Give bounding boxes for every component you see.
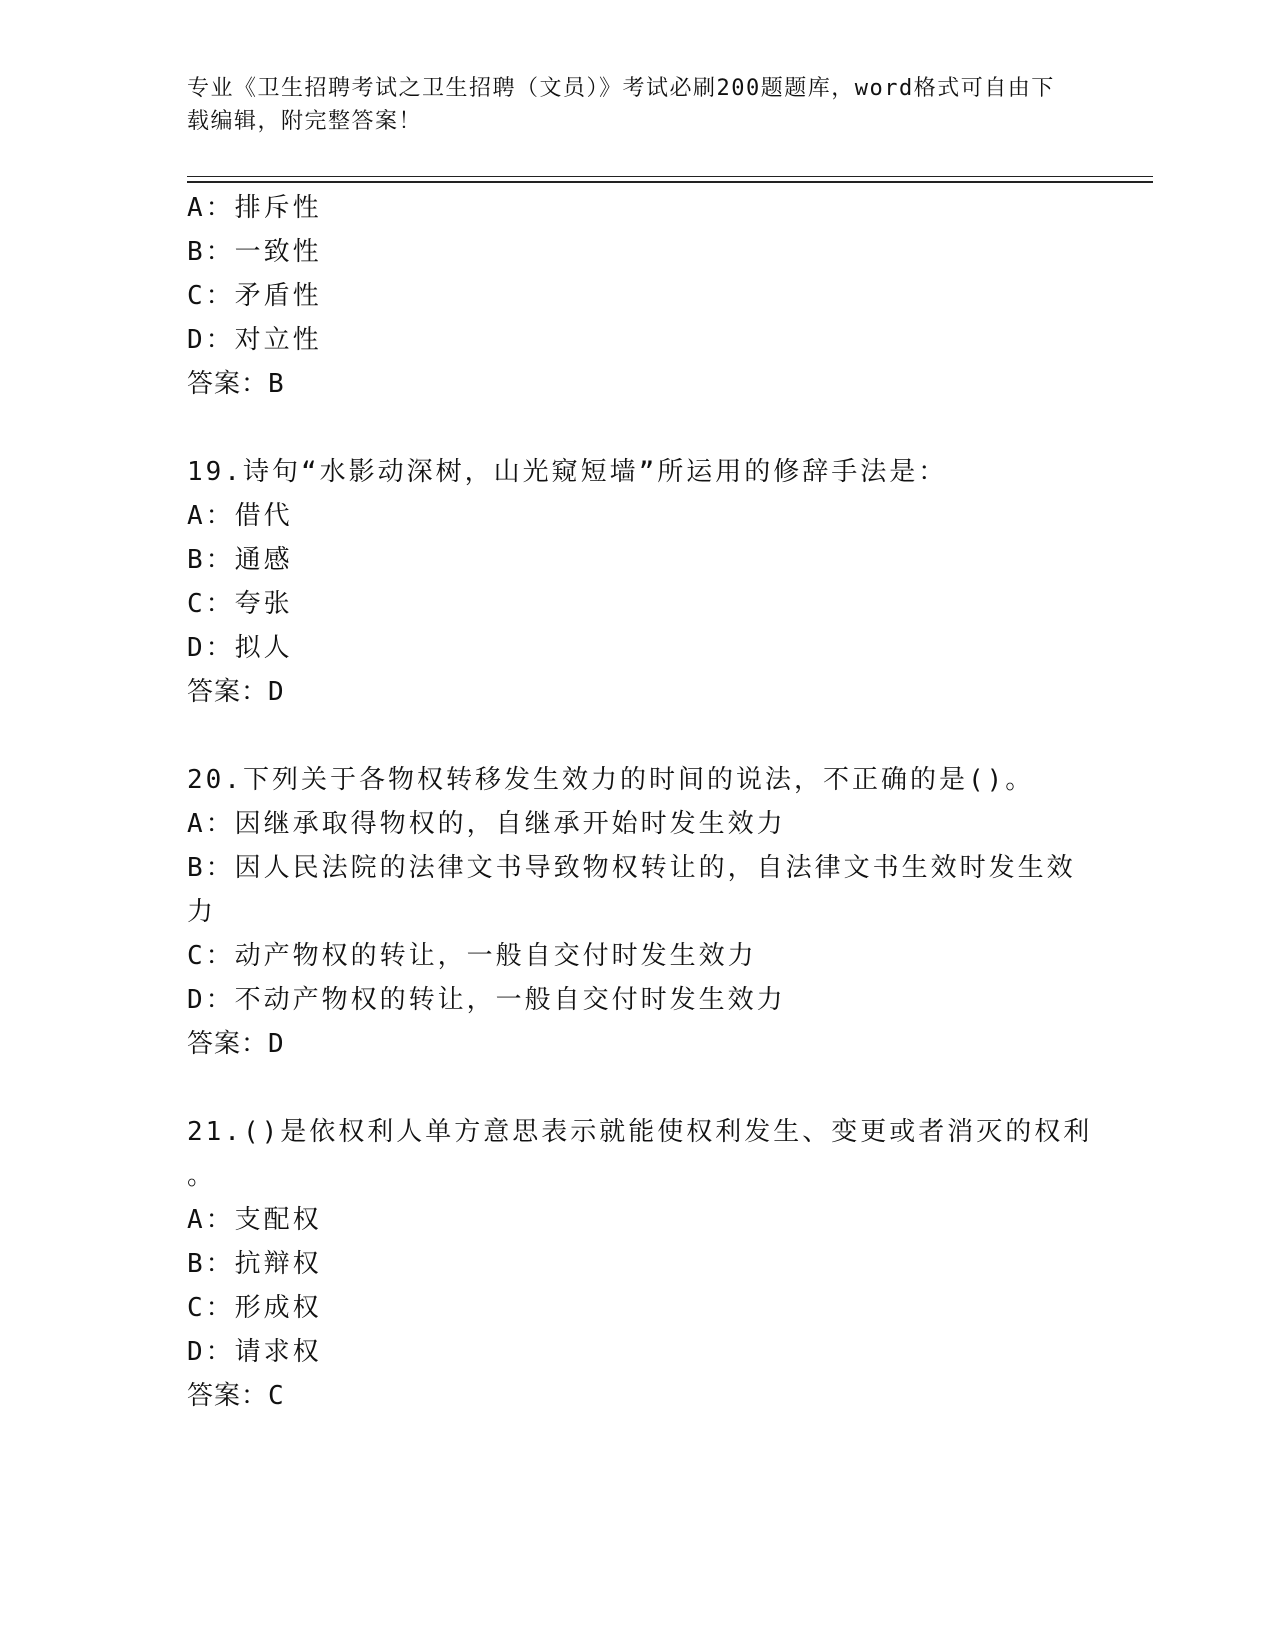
q21-answer: 答案：C [187,1381,285,1411]
q21-stem-line1: 21.()是依权利人单方意思表示就能使权利发生、变更或者消灭的权利 [187,1117,1093,1147]
q19-option-b: B：通感 [187,545,293,575]
q20-stem: 20.下列关于各物权转移发生效力的时间的说法，不正确的是()。 [187,765,1035,795]
q20-option-a: A：因继承取得物权的，自继承开始时发生效力 [187,809,786,839]
q19-option-a: A：借代 [187,501,293,531]
document-header: 专业《卫生招聘考试之卫生招聘（文员）》考试必刷200题题库，word格式可自由下载编辑，附完整答案！ [187,76,1055,134]
header-divider-thick [187,181,1153,183]
q20-option-c: C：动产物权的转让，一般自交付时发生效力 [187,941,757,971]
q19-option-d: D：拟人 [187,633,293,663]
q21-option-c: C：形成权 [187,1293,322,1323]
q18-option-d: D：对立性 [187,325,322,355]
q20-option-d: D：不动产物权的转让，一般自交付时发生效力 [187,985,786,1015]
q20-option-b-line1: B：因人民法院的法律文书导致物权转让的，自法律文书生效时发生效 [187,853,1076,883]
q21-option-d: D：请求权 [187,1337,322,1367]
q19-stem: 19.诗句“水影动深树，山光窥短墙”所运用的修辞手法是： [187,457,948,487]
q19-answer: 答案：D [187,677,285,707]
q18-option-c: C：矛盾性 [187,281,322,311]
q21-stem-line2: 。 [187,1161,217,1191]
q18-option-a: A：排斥性 [187,193,322,223]
q20-option-b-line2: 力 [187,897,217,927]
q19-option-c: C：夸张 [187,589,293,619]
q21-option-a: A：支配权 [187,1205,322,1235]
header-divider-thin [187,176,1153,177]
q21-option-b: B：抗辩权 [187,1249,322,1279]
q18-answer: 答案：B [187,369,285,399]
q18-option-b: B：一致性 [187,237,322,267]
q20-answer: 答案：D [187,1029,285,1059]
